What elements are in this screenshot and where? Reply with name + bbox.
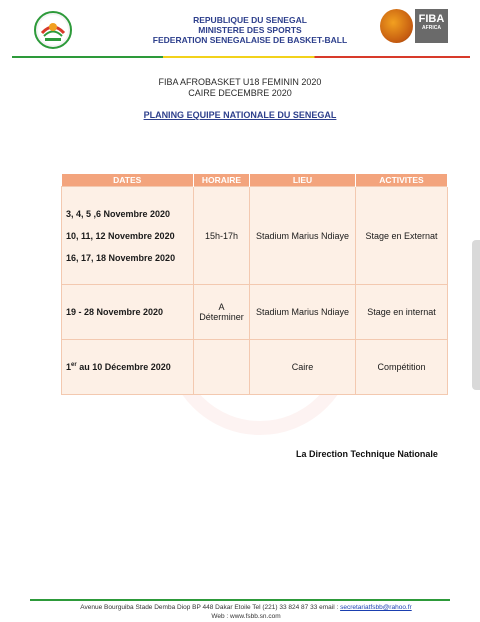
date-day: 1 (66, 362, 72, 372)
cell-horaire: A Déterminer (194, 285, 250, 340)
republic-line: REPUBLIQUE DU SENEGAL (193, 15, 307, 25)
date-rest: au 10 Décembre 2020 (76, 362, 171, 372)
table-header-row (62, 174, 448, 187)
document-title (0, 77, 480, 99)
cell-activites: Stage en Externat (356, 187, 448, 285)
planning-table (61, 174, 448, 395)
letterhead (10, 5, 470, 57)
basketball-icon (380, 9, 413, 43)
signature: La Direction Technique Nationale (296, 449, 438, 459)
footer-divider (30, 599, 450, 601)
footer-email-link[interactable]: secretariatfsbb@rahoo.fr (340, 604, 412, 611)
header-divider (12, 56, 470, 58)
date-ordinal: er (71, 362, 77, 368)
footer-address-line (0, 603, 480, 612)
document-subtitle: PLANING EQUIPE NATIONALE DU SENEGAL (143, 110, 337, 120)
cell-activites: Compétition (356, 340, 448, 395)
federation-logo (34, 11, 72, 49)
cell-horaire: 15h-17h (194, 187, 250, 285)
cell-horaire (194, 340, 250, 395)
header-dates: DATES (62, 174, 194, 187)
scroll-handle[interactable] (472, 240, 480, 390)
table-row (62, 187, 448, 285)
title-line-1: FIBA AFROBASKET U18 FEMININ 2020 (158, 77, 322, 87)
cell-lieu: Stadium Marius Ndiaye (250, 187, 356, 285)
date-line: 19 - 28 Novembre 2020 (66, 307, 164, 317)
cell-dates (62, 187, 194, 285)
fiba-africa-logo (380, 9, 448, 43)
header-lieu: LIEU (250, 174, 356, 187)
footer (0, 603, 480, 621)
title-line-2: CAIRE DECEMBRE 2020 (188, 88, 292, 98)
fiba-badge: FIBA AFRICA (415, 9, 448, 43)
ministry-line: MINISTERE DES SPORTS (198, 25, 302, 35)
cell-lieu: Caire (250, 340, 356, 395)
cell-activites: Stage en internat (356, 285, 448, 340)
date-line: 16, 17, 18 Novembre 2020 (66, 252, 176, 263)
table-row (62, 285, 448, 340)
cell-dates (62, 340, 194, 395)
footer-address: Avenue Bourguiba Stade Demba Diop BP 448 Dakar Etoile Tel (221) 33 824 87 33 email : (80, 604, 341, 611)
federation-line: FEDERATION SENEGALAISE DE BASKET-BALL (152, 35, 348, 45)
header-horaire: HORAIRE (194, 174, 250, 187)
footer-web[interactable]: Web : www.fsbb.sn.com (211, 613, 281, 620)
cell-lieu: Stadium Marius Ndiaye (250, 285, 356, 340)
date-line: 10, 11, 12 Novembre 2020 (66, 230, 175, 241)
header-activites: ACTIVITES (356, 174, 448, 187)
cell-dates (62, 285, 194, 340)
date-line: 3, 4, 5 ,6 Novembre 2020 (66, 208, 171, 219)
letterhead-text (150, 15, 350, 45)
table-row (62, 340, 448, 395)
